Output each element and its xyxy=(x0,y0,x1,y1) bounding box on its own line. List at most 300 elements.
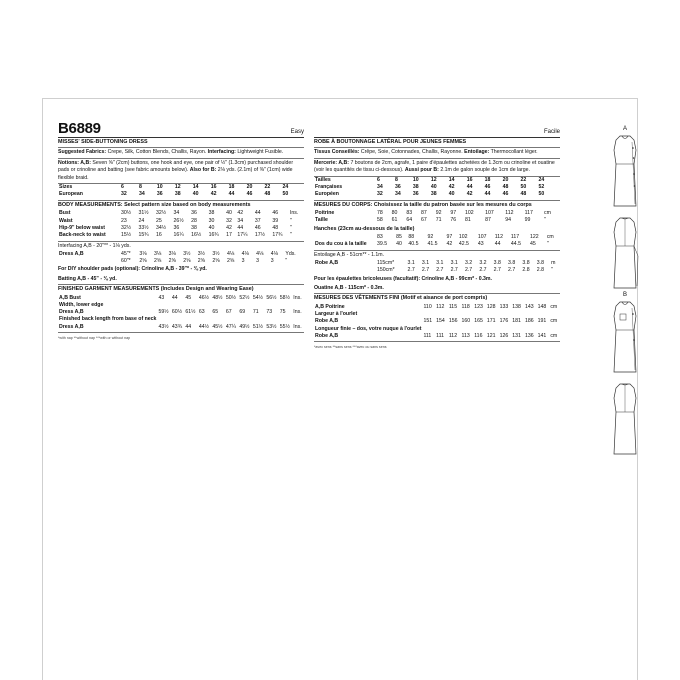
cell-value: 44 xyxy=(494,241,501,248)
view-b-front-sketch xyxy=(608,300,642,378)
cell-value xyxy=(448,311,461,318)
cell-value: 150cm* xyxy=(377,267,395,274)
row-label: Tailles xyxy=(315,176,331,183)
cell-value: 2.7 xyxy=(407,267,415,274)
cell-value: 113 xyxy=(461,332,470,339)
cell-value xyxy=(265,316,278,323)
table-row xyxy=(314,304,560,311)
cell-value: 2⅝ xyxy=(183,258,191,265)
cell-value: 14 xyxy=(448,176,455,183)
french-header xyxy=(314,121,560,137)
cell-value: 26½ xyxy=(173,217,184,224)
cell-value: Ins. xyxy=(293,294,302,301)
cell-value: 117 xyxy=(510,233,520,240)
hip-label-fr: Hanches (23cm au-dessous de la taille) xyxy=(314,225,415,232)
cell-value: 67 xyxy=(225,309,232,316)
cell-value: 36 xyxy=(156,191,163,198)
table-row xyxy=(58,309,304,316)
notions-paragraph: Notions: A,B: Seven ⅝" (2cm) buttons, one hook and eye, one pair of ½" (1.3cm) purchased shoulder pads or crinoline and batting (see fabric amounts below). Also for B: 2⅛ yds. (2.1m) of ⅜" (1cm) wide flexible braid. xyxy=(58,159,294,181)
table-row xyxy=(314,333,560,340)
cell-value: 46 xyxy=(272,210,279,217)
cell-value: 76 xyxy=(450,217,457,224)
row-label: European xyxy=(59,191,83,198)
cell-value: 12 xyxy=(174,184,181,191)
cell-value: 148 xyxy=(537,303,547,310)
cell-value: 99 xyxy=(524,217,531,224)
cell-value: 3 xyxy=(241,258,245,265)
cell-value: 102 xyxy=(458,233,468,240)
cell-value: 38 xyxy=(412,183,419,190)
cell-value: 30½ xyxy=(121,210,132,217)
batting-line: Batting A,B - 45" - ⅜ yd. xyxy=(58,275,117,282)
cell-value xyxy=(238,302,251,309)
cell-value: 111 xyxy=(423,332,432,339)
cell-value: 10 xyxy=(412,176,419,183)
cell-value xyxy=(461,311,474,318)
cell-value: 46½ xyxy=(198,294,209,301)
cell-value: 2⅝ xyxy=(139,258,147,265)
cell-value: 40 xyxy=(226,210,232,217)
cell-value: 43¾ xyxy=(171,323,183,330)
difficulty-label-fr: Facile xyxy=(543,128,560,135)
cell-value: 15½ xyxy=(121,231,132,238)
cell-value: 71 xyxy=(435,217,442,224)
cell-value: 18 xyxy=(228,184,235,191)
cell-value: 60"* xyxy=(121,258,131,265)
cell-value: 40 xyxy=(448,191,455,198)
cell-value: 118 xyxy=(461,303,470,310)
cell-value: 97 xyxy=(450,210,457,217)
row-label: Européen xyxy=(315,191,339,198)
interfacing-amount-fr: Entoilage A,B - 51cm** - 1.1m. xyxy=(314,251,385,258)
cell-value: 6 xyxy=(121,184,124,191)
cell-value: 112 xyxy=(448,332,458,339)
cell-value: 44 xyxy=(171,294,178,301)
cell-value: 115 xyxy=(448,303,458,310)
cell-value: 87 xyxy=(485,217,491,224)
row-label: Back-neck to waist xyxy=(59,231,106,238)
row-label: Waist xyxy=(59,217,73,224)
row-label: Dos du cou à la taille xyxy=(315,241,367,248)
table-row xyxy=(58,184,304,191)
cell-value: 20 xyxy=(502,176,509,183)
cell-value xyxy=(252,302,265,309)
cell-value: 47¼ xyxy=(225,323,236,330)
table-row xyxy=(314,210,560,217)
cell-value: 20 xyxy=(246,184,253,191)
cell-value: 3.2 xyxy=(464,260,473,267)
cell-value: 16¾ xyxy=(208,231,219,238)
cell-value: 3.1 xyxy=(407,260,415,267)
cell-value: 38 xyxy=(430,191,437,198)
cell-value: 44 xyxy=(466,183,473,190)
cell-value: 32 xyxy=(226,217,232,224)
body-measurements-title: BODY MEASUREMENTS: Select pattern size based on body measurements xyxy=(58,201,251,208)
cell-value: 45 xyxy=(185,294,192,301)
cell-value: 116 xyxy=(474,332,483,339)
cell-value: 186 xyxy=(524,318,534,325)
cell-value: 34 xyxy=(237,217,244,224)
cell-value: 46 xyxy=(502,191,509,198)
cell-value: 83 xyxy=(406,210,413,217)
cell-value: 48 xyxy=(264,191,271,198)
cell-value: 45"* xyxy=(121,251,131,258)
cell-value: 176 xyxy=(499,318,509,325)
table-row xyxy=(58,324,304,331)
cell-value xyxy=(499,311,512,318)
view-b-label: B xyxy=(622,292,627,298)
body-measurements-table-fr xyxy=(314,210,560,224)
finished-measurements-title-fr: MESURES DES VÊTEMENTS FINI (Motif et aisance de port compris) xyxy=(314,295,488,302)
cell-value: " xyxy=(289,224,292,231)
cell-value: 3 xyxy=(270,258,274,265)
cell-value: Ins. xyxy=(293,323,302,330)
cell-value: 94 xyxy=(505,217,512,224)
fabrics-paragraph: Suggested Fabrics: Crepe, Silk, Cotton Blends, Challis, Rayon. Interfacing: Lightweight Fusible. xyxy=(58,149,284,156)
cell-value: 24 xyxy=(538,176,545,183)
cell-value: 16 xyxy=(156,231,162,238)
cell-value xyxy=(435,311,448,318)
row-label: Taille xyxy=(315,217,328,224)
cell-value: 44.5 xyxy=(510,241,522,248)
cell-value xyxy=(211,316,224,323)
cell-value: 38 xyxy=(191,224,197,231)
cell-value: 55½ xyxy=(279,323,290,330)
fabric-yardage-table xyxy=(58,251,304,265)
cell-value xyxy=(499,326,512,333)
cell-value: 56½ xyxy=(266,294,277,301)
cell-value: 92 xyxy=(427,233,434,240)
cell-value: Ins. xyxy=(289,210,299,217)
row-label: Robe A,B xyxy=(315,332,339,339)
cell-value: 52½ xyxy=(239,294,250,301)
cell-value: 42 xyxy=(446,241,453,248)
cell-value: 16½ xyxy=(191,231,202,238)
row-label: A,B Poitrine xyxy=(315,303,345,310)
technical-sketches xyxy=(600,126,650,466)
cell-value: cm xyxy=(550,303,558,310)
sizes-table xyxy=(58,184,304,198)
cell-value: 45 xyxy=(530,241,536,248)
cell-value: 133 xyxy=(499,303,509,310)
cell-value xyxy=(422,311,435,318)
fabric-yardage-table-fr xyxy=(314,260,560,274)
cell-value: 3.8 xyxy=(493,260,501,267)
cell-value: 32½ xyxy=(121,224,132,231)
cell-value: 44 xyxy=(237,224,244,231)
cell-value xyxy=(511,311,524,318)
cell-value: 24 xyxy=(282,184,289,191)
table-row xyxy=(58,251,304,258)
cell-value: 107 xyxy=(477,233,487,240)
cell-value: " xyxy=(546,241,549,248)
row-label: Dress A,B xyxy=(59,251,84,258)
cell-value: 78 xyxy=(377,210,383,217)
cell-value: 44 xyxy=(484,191,491,198)
cell-value: 3.8 xyxy=(536,260,544,267)
table-row xyxy=(314,217,560,224)
cell-value: 121 xyxy=(486,332,496,339)
cell-value: 12 xyxy=(430,176,437,183)
cell-value xyxy=(198,316,211,323)
cell-value: cm xyxy=(544,210,551,217)
cell-value: 41.5 xyxy=(427,241,438,248)
batting-line-fr: Ouatine A,B - 115cm* - 0.3m. xyxy=(314,285,384,292)
cell-value: 75 xyxy=(279,309,286,316)
cell-value: 2.7 xyxy=(464,267,473,274)
row-label: Bust xyxy=(59,210,71,217)
cell-value: 43 xyxy=(477,241,484,248)
row-label: Longueur finie – dos, votre nuque à l'ourlet xyxy=(315,325,422,332)
cell-value xyxy=(486,326,499,333)
cell-value: 112 xyxy=(436,303,445,310)
row-label: A,B Bust xyxy=(59,294,81,301)
cell-value: 36 xyxy=(394,183,401,190)
table-row xyxy=(314,184,560,191)
row-label xyxy=(314,234,376,241)
row-label: Robe A,B xyxy=(315,318,339,325)
pattern-title: MISSES' SIDE-BUTTONING DRESS xyxy=(58,139,148,145)
cell-value: 69 xyxy=(239,309,246,316)
cell-value: cm xyxy=(550,332,558,339)
table-row xyxy=(58,232,304,239)
finished-measurements-title: FINISHED GARMENT MEASUREMENTS (Includes Design and Wearing Ease) xyxy=(58,286,254,293)
pattern-envelope-back xyxy=(42,98,638,680)
notions-paragraph-fr: Mercerie: A,B: 7 boutons de 2cm, agrafe, 1 paire d'épaulettes achetées de 1.3cm ou crinoline et ouatine (voir les quantités de tissu ci-dessous). Aussi pour B: 2.1m de galon souple de 1cm de large. xyxy=(314,159,555,174)
cell-value: 117 xyxy=(524,210,533,217)
cell-value: 3.8 xyxy=(522,260,530,267)
table-row xyxy=(58,258,304,265)
cell-value: 110 xyxy=(423,303,432,310)
cell-value: 63 xyxy=(198,309,205,316)
cell-value: 36 xyxy=(191,210,197,217)
hip-back-table-fr xyxy=(314,234,560,248)
cell-value: 87 xyxy=(421,210,427,217)
cell-value: 32 xyxy=(121,191,127,198)
cell-value: 2⅝ xyxy=(168,258,176,265)
cell-value: 3.2 xyxy=(479,260,487,267)
cell-value: 83 xyxy=(377,233,383,240)
cell-value: 30 xyxy=(208,217,215,224)
cell-value xyxy=(486,311,499,318)
cell-value: 136 xyxy=(524,332,534,339)
cell-value: 3.1 xyxy=(421,260,430,267)
cell-value: 60½ xyxy=(171,309,183,316)
french-column xyxy=(314,121,560,352)
cell-value: Yds. xyxy=(285,251,296,258)
table-row xyxy=(58,302,304,309)
cell-value: " xyxy=(551,267,553,274)
cell-value xyxy=(473,311,486,318)
cell-value: 42 xyxy=(237,210,244,217)
cell-value: 2.7 xyxy=(493,267,501,274)
cell-value: 25 xyxy=(156,217,162,224)
cell-value xyxy=(279,302,292,309)
cell-value: 3⅛ xyxy=(139,251,147,258)
cell-value: 46 xyxy=(484,183,491,190)
cell-value: 61½ xyxy=(185,309,196,316)
fabrics-paragraph-fr: Tissus Conseillés: Crêpe, Soie, Cotonnades, Challis, Rayonne. Entoilage: Thermocollant léger. xyxy=(314,149,538,156)
table-row xyxy=(314,311,560,318)
cell-value: 191 xyxy=(537,318,547,325)
cell-value: m xyxy=(551,260,556,267)
cell-value: 2⅝ xyxy=(197,258,206,265)
table-row xyxy=(314,241,560,248)
cell-value: 16 xyxy=(466,176,473,183)
row-label: Largeur à l'ourlet xyxy=(315,311,358,318)
view-b-back-sketch xyxy=(608,382,642,460)
cell-value: 73 xyxy=(266,309,273,316)
row-label: Width, lower edge xyxy=(59,301,104,308)
cell-value: " xyxy=(289,231,292,238)
cell-value: 3⅛ xyxy=(154,251,162,258)
cell-value: 151 xyxy=(423,318,433,325)
cell-value: 3⅛ xyxy=(168,251,176,258)
cell-value: 39 xyxy=(272,217,279,224)
cell-value: 17½ xyxy=(254,231,265,238)
cell-value: 44½ xyxy=(198,323,209,330)
cell-value: cm xyxy=(546,233,554,240)
cell-value xyxy=(184,302,197,309)
cell-value: 171 xyxy=(486,318,496,325)
cell-value: 43½ xyxy=(158,323,169,330)
cell-value: 2.7 xyxy=(508,267,516,274)
cell-value: 71 xyxy=(252,309,259,316)
cell-value xyxy=(299,191,304,198)
cell-value: 48½ xyxy=(212,294,223,301)
cell-value: 3½ xyxy=(197,251,206,258)
cell-value xyxy=(524,326,537,333)
row-label: Robe A,B xyxy=(315,260,339,267)
cell-value: 16¼ xyxy=(173,231,184,238)
cell-value: 42.5 xyxy=(458,241,469,248)
cell-value xyxy=(292,316,304,323)
cell-value: 36 xyxy=(412,191,419,198)
cell-value: 3.1 xyxy=(436,260,444,267)
cell-value: " xyxy=(544,217,546,224)
cell-value: 2.7 xyxy=(421,267,430,274)
cell-value: 48 xyxy=(272,224,279,231)
cell-value: 111 xyxy=(436,332,445,339)
cell-value xyxy=(211,302,224,309)
table-row xyxy=(314,318,560,325)
cell-value xyxy=(238,316,251,323)
row-label: Poitrine xyxy=(315,210,335,217)
cell-value xyxy=(537,311,550,318)
cell-value: 2⅝ xyxy=(226,258,235,265)
cell-value: 38 xyxy=(174,191,181,198)
sizes-table-fr xyxy=(314,177,560,199)
cell-value xyxy=(537,326,550,333)
cell-value: 40 xyxy=(430,183,437,190)
cell-value: 3.1 xyxy=(450,260,458,267)
interfacing-amount: Interfacing A,B - 20"** - 1⅛ yds. xyxy=(58,242,131,249)
body-measurements-title-fr: MESURES DU CORPS: Choisissez la taille du patron basée sur les mesures du corps xyxy=(314,201,532,208)
cell-value: 2.7 xyxy=(436,267,444,274)
cell-value xyxy=(448,326,461,333)
cell-value: 43 xyxy=(158,294,165,301)
cell-value xyxy=(524,311,537,318)
cell-value: 102 xyxy=(465,210,474,217)
cell-value: 46 xyxy=(254,224,261,231)
table-row xyxy=(314,267,560,274)
view-a-label: A xyxy=(622,126,627,132)
cell-value: 34 xyxy=(377,183,383,190)
cell-value xyxy=(555,184,560,191)
cell-value: 44 xyxy=(254,210,261,217)
cell-value: 46 xyxy=(246,191,253,198)
cell-value: 38 xyxy=(208,210,215,217)
cell-value: 165 xyxy=(474,318,483,325)
table-row xyxy=(58,218,304,225)
row-label: Finished back length from base of neck xyxy=(59,316,157,323)
cell-value: 154 xyxy=(436,318,445,325)
cell-value: 8 xyxy=(394,176,398,183)
cell-value xyxy=(292,302,304,309)
cell-value xyxy=(435,326,448,333)
cell-value: 3½ xyxy=(212,251,220,258)
cell-value: 2.7 xyxy=(450,267,458,274)
cell-value: 160 xyxy=(461,318,471,325)
cell-value: 80 xyxy=(391,210,398,217)
diy-shoulder-pads-fr: Pour les épaulettes bricoleuses (facultatif): Crinoline A,B - 99cm* - 0.3m. xyxy=(314,275,492,282)
cell-value: 34 xyxy=(394,191,401,198)
difficulty-label: Easy xyxy=(290,128,304,135)
pattern-number: B6889 xyxy=(58,120,101,137)
cell-value: 115cm* xyxy=(377,260,395,267)
cell-value: 92 xyxy=(435,210,442,217)
cell-value: 131 xyxy=(512,332,521,339)
cell-value xyxy=(157,302,170,309)
cell-value: 32 xyxy=(377,191,383,198)
cell-value: 141 xyxy=(537,332,547,339)
cell-value: 31½ xyxy=(138,210,149,217)
cell-value xyxy=(171,316,184,323)
cell-value: 50 xyxy=(538,191,545,198)
cell-value: 17¾ xyxy=(272,231,283,238)
cell-value: 54½ xyxy=(252,294,263,301)
cell-value: 58 xyxy=(377,217,383,224)
cell-value: 2.8 xyxy=(522,267,530,274)
cell-value xyxy=(549,311,560,318)
table-row xyxy=(58,295,304,302)
cell-value: 4⅛ xyxy=(241,251,249,258)
row-label: Dress A,B xyxy=(59,309,84,316)
cell-value: 48 xyxy=(520,191,527,198)
cell-value: 23 xyxy=(121,217,127,224)
cell-value: 2.7 xyxy=(479,267,487,274)
cell-value: 36 xyxy=(173,224,180,231)
table-row xyxy=(58,210,304,217)
cell-value: 40 xyxy=(192,191,199,198)
pattern-title-fr: ROBE À BOUTONNAGE LATÉRAL POUR JEUNES FEMMES xyxy=(314,139,467,145)
table-row xyxy=(58,316,304,323)
cell-value: 15¾ xyxy=(138,231,149,238)
cell-value: 67 xyxy=(421,217,427,224)
cell-value: Ins. xyxy=(293,309,302,316)
cell-value: 143 xyxy=(524,303,534,310)
cell-value: 44 xyxy=(228,191,235,198)
cell-value: 53½ xyxy=(266,323,277,330)
cell-value xyxy=(157,316,170,323)
table-row xyxy=(314,234,560,241)
table-row xyxy=(314,177,560,184)
table-row xyxy=(314,260,560,267)
cell-value xyxy=(171,302,184,309)
cell-value: 48 xyxy=(502,183,509,190)
row-label: Hip-9" below waist xyxy=(59,224,105,231)
cell-value: 181 xyxy=(512,318,521,325)
